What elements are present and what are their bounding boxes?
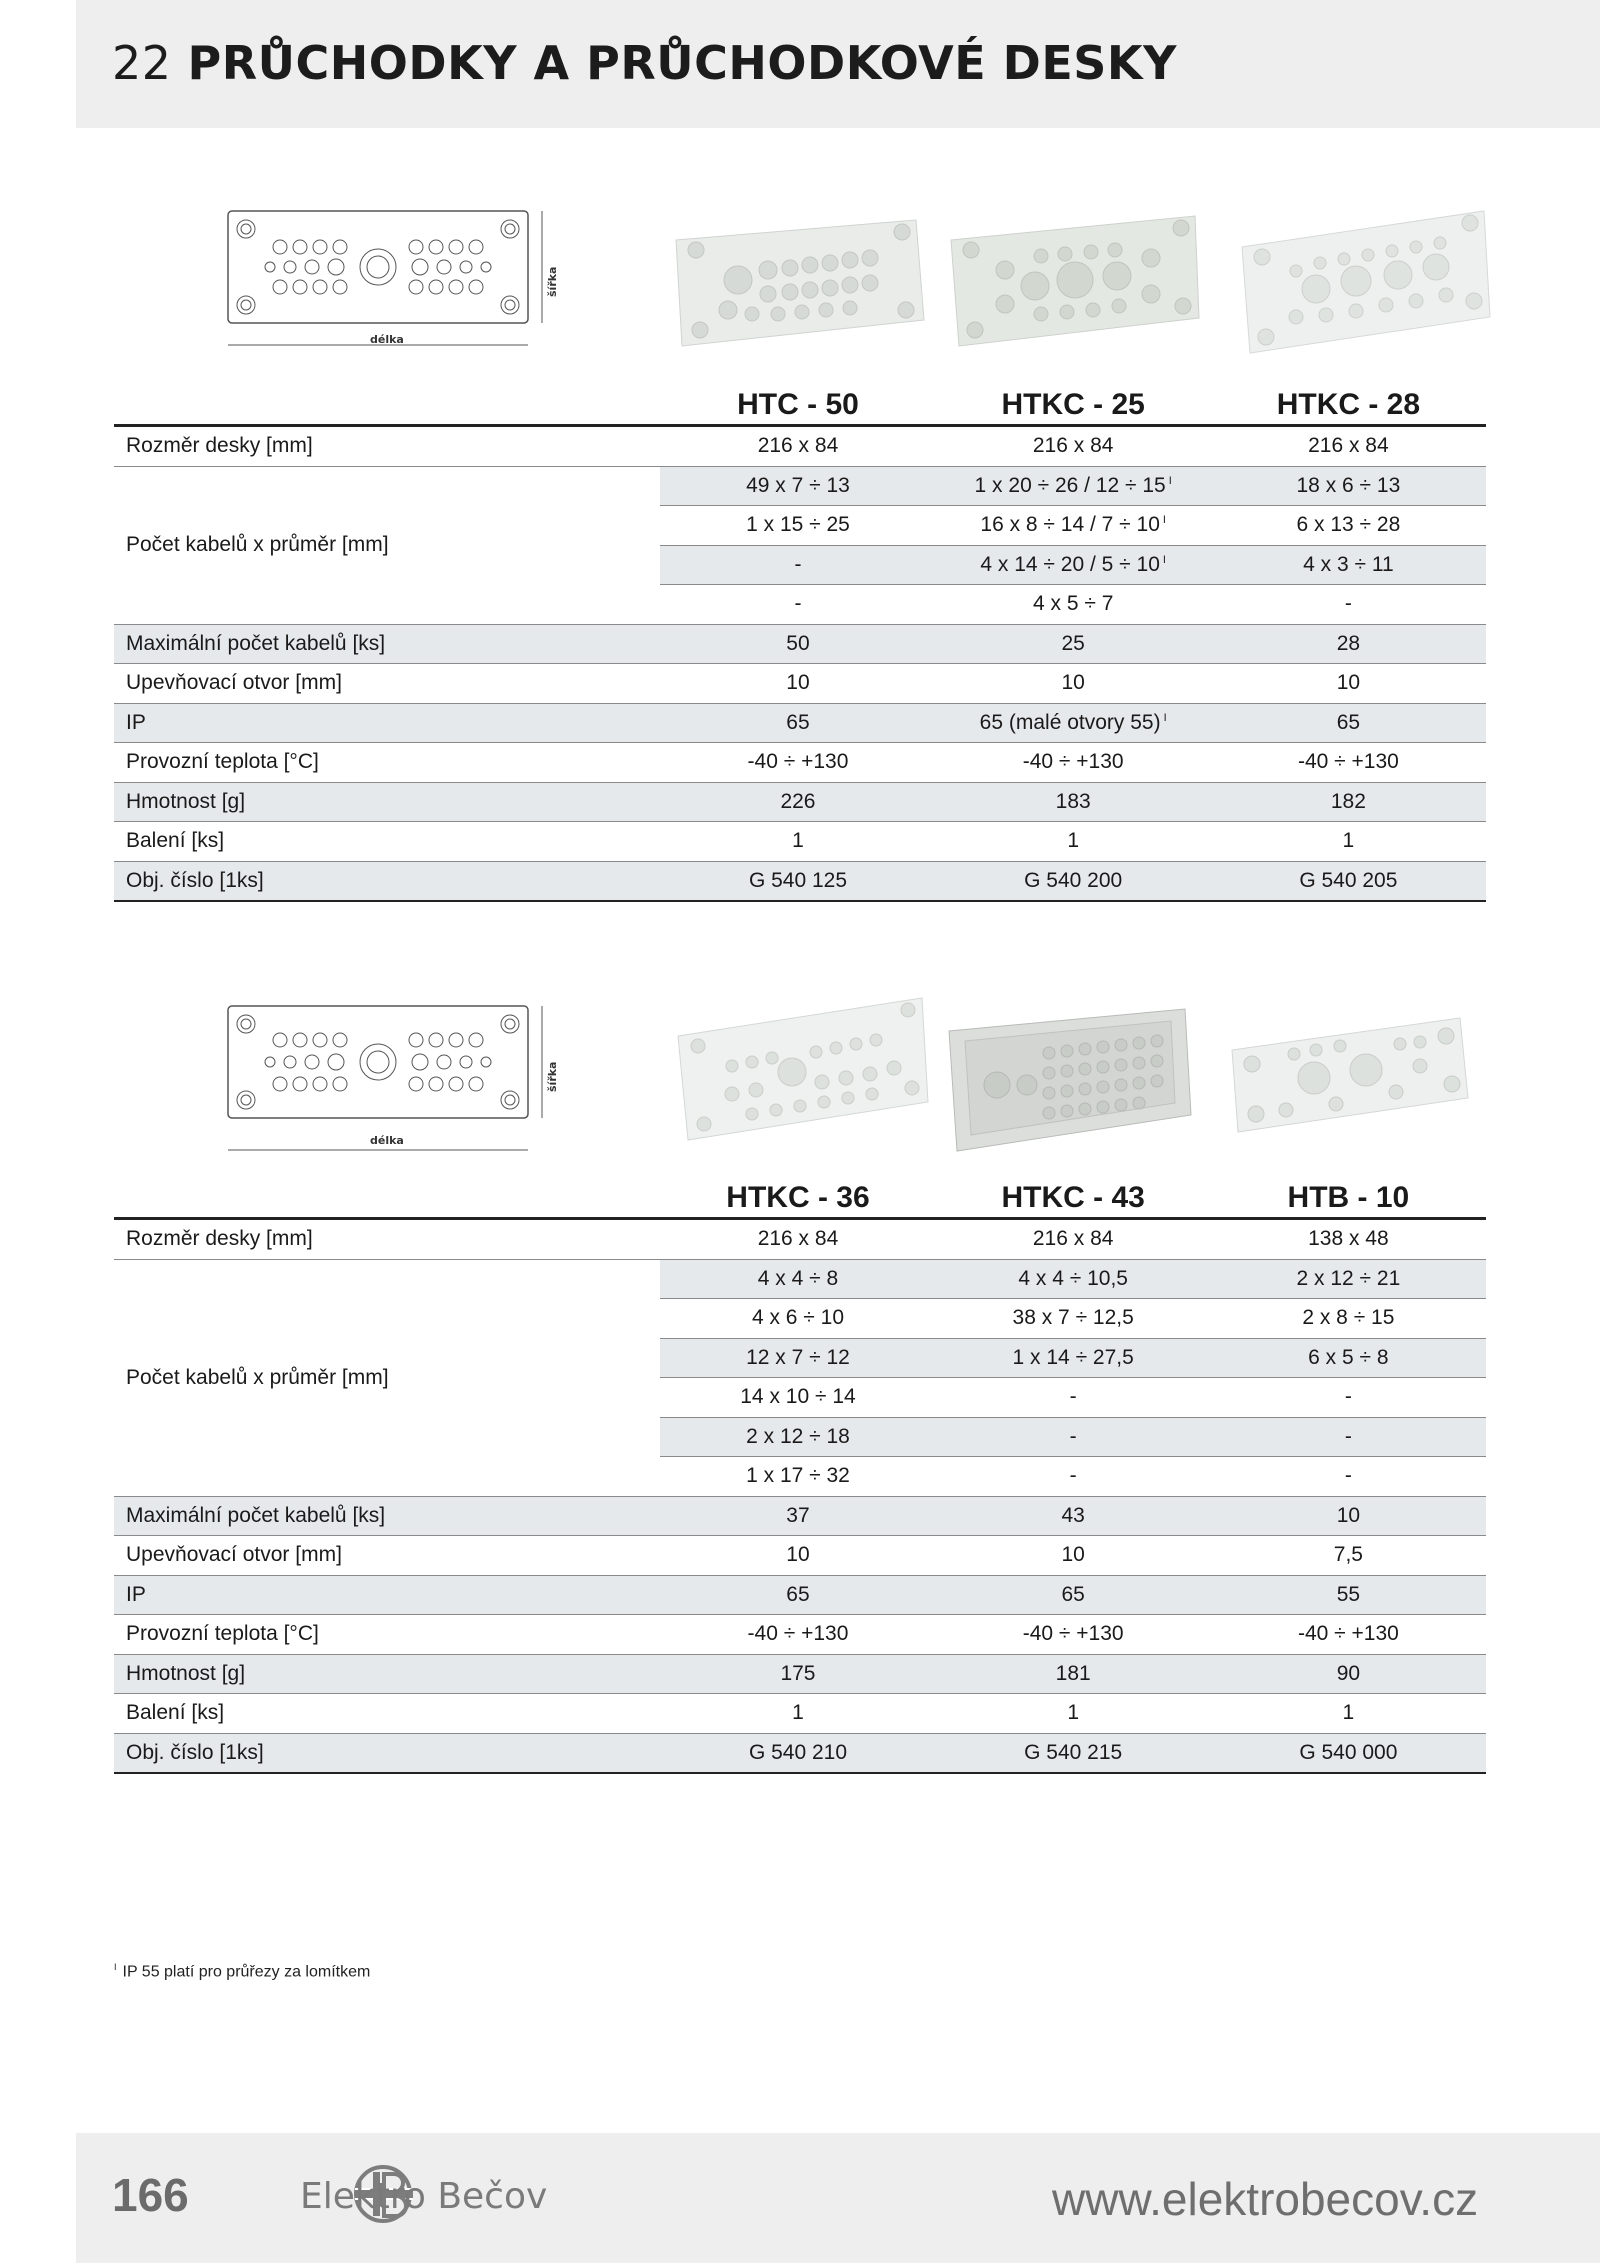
table-cell (936, 703, 1211, 743)
page-number: 166 (112, 2169, 189, 2221)
table-cell: 1 (936, 822, 1211, 862)
table-cell: 10 (660, 1536, 935, 1576)
table-cell: 4 x 5 ÷ 7 (936, 585, 1211, 625)
row-label: Provozní teplota [°C] (114, 1615, 660, 1655)
table-cell: - (936, 1417, 1211, 1457)
table-cell: 1 (1211, 1694, 1486, 1734)
technical-drawing-2 (220, 1000, 560, 1160)
table-cell: 12 x 7 ÷ 12 (660, 1338, 935, 1378)
table-cell: G 540 200 (936, 861, 1211, 901)
table-cell: - (936, 1457, 1211, 1497)
spec-table-2 (114, 1171, 1486, 1774)
table-cell: 1 (936, 1694, 1211, 1734)
product-name: HTC - 50 (660, 378, 935, 426)
row-label: Maximální počet kabelů [ks] (114, 624, 660, 664)
table-cell: 1 x 17 ÷ 32 (660, 1457, 935, 1497)
table-cell: -40 ÷ +130 (936, 1615, 1211, 1655)
table-cell: 6 x 5 ÷ 8 (1211, 1338, 1486, 1378)
table-cell: 28 (1211, 624, 1486, 664)
length-label: délka (370, 1134, 404, 1147)
table-cell: 10 (660, 664, 935, 704)
table-cell: 216 x 84 (936, 426, 1211, 467)
table-cell: - (1211, 1378, 1486, 1418)
table-cell: 181 (936, 1654, 1211, 1694)
table-cell: 138 x 48 (1211, 1219, 1486, 1260)
table-cell: 38 x 7 ÷ 12,5 (936, 1299, 1211, 1339)
table-cell: 7,5 (1211, 1536, 1486, 1576)
website-link[interactable]: www.elektrobecov.cz (1052, 2173, 1479, 2225)
footnote-marker: I (1168, 474, 1172, 487)
chapter-number: 22 (112, 36, 172, 90)
page-title (112, 36, 1177, 90)
product-name: HTB - 10 (1211, 1171, 1486, 1219)
table-cell: - (660, 585, 935, 625)
table-cell (936, 506, 1211, 546)
chapter-title: PRŮCHODKY A PRŮCHODKOVÉ DESKY (187, 36, 1177, 90)
table-cell: 216 x 84 (936, 1219, 1211, 1260)
table-cell: - (660, 545, 935, 585)
row-label: Obj. číslo [1ks] (114, 1733, 660, 1773)
table-cell: 182 (1211, 782, 1486, 822)
product-photo-htc-50 (668, 210, 928, 360)
width-label: šířka (546, 1061, 559, 1092)
row-label: Upevňovací otvor [mm] (114, 1536, 660, 1576)
row-label: Počet kabelů x průměr [mm] (114, 1259, 660, 1496)
row-label: Upevňovací otvor [mm] (114, 664, 660, 704)
table-cell: 14 x 10 ÷ 14 (660, 1378, 935, 1418)
table-cell: 226 (660, 782, 935, 822)
table-cell: -40 ÷ +130 (1211, 1615, 1486, 1655)
technical-drawing-1 (220, 205, 560, 365)
product-photo-htkc-25 (945, 210, 1205, 360)
footnote-marker: I (114, 1962, 117, 1972)
table-cell: 65 (1211, 703, 1486, 743)
table-cell: 65 (936, 1575, 1211, 1615)
table-cell: 37 (660, 1496, 935, 1536)
table-cell: 216 x 84 (1211, 426, 1486, 467)
table-cell: 2 x 12 ÷ 18 (660, 1417, 935, 1457)
table-cell: 90 (1211, 1654, 1486, 1694)
table-cell: 1 (660, 822, 935, 862)
table-cell: 1 (660, 1694, 935, 1734)
table-cell: 1 x 15 ÷ 25 (660, 506, 935, 546)
table-cell: 2 x 12 ÷ 21 (1211, 1259, 1486, 1299)
product-photo-htb-10 (1224, 1014, 1484, 1144)
table-cell: 6 x 13 ÷ 28 (1211, 506, 1486, 546)
product-name: HTKC - 36 (660, 1171, 935, 1219)
table-cell (936, 466, 1211, 506)
cell-value: 4 x 14 ÷ 20 / 5 ÷ 10 (980, 552, 1160, 576)
table-cell: 10 (1211, 1496, 1486, 1536)
product-name: HTKC - 25 (936, 378, 1211, 426)
width-label: šířka (546, 266, 559, 297)
footnote-marker: I (1162, 514, 1166, 527)
footnote-text: IP 55 platí pro průřezy za lomítkem (122, 1963, 371, 1981)
row-label: Počet kabelů x průměr [mm] (114, 466, 660, 624)
table-cell: 183 (936, 782, 1211, 822)
table-cell: 4 x 3 ÷ 11 (1211, 545, 1486, 585)
table-cell: -40 ÷ +130 (936, 743, 1211, 783)
table-header-blank (114, 1171, 660, 1219)
table-cell: -40 ÷ +130 (1211, 743, 1486, 783)
table-cell: 50 (660, 624, 935, 664)
table-cell: 4 x 6 ÷ 10 (660, 1299, 935, 1339)
table-cell: - (1211, 1417, 1486, 1457)
footnote-marker: I (1163, 711, 1167, 724)
table-cell: G 540 000 (1211, 1733, 1486, 1773)
table-cell: 4 x 4 ÷ 8 (660, 1259, 935, 1299)
table-cell: 65 (660, 703, 935, 743)
table-cell: 49 x 7 ÷ 13 (660, 466, 935, 506)
table-cell: - (1211, 1457, 1486, 1497)
cell-value: 16 x 8 ÷ 14 / 7 ÷ 10 (980, 513, 1160, 537)
table-cell: G 540 210 (660, 1733, 935, 1773)
table-cell: G 540 125 (660, 861, 935, 901)
row-label: IP (114, 703, 660, 743)
brand-name: Elektro Bečov (300, 2176, 548, 2217)
table-cell: G 540 205 (1211, 861, 1486, 901)
table-cell: 1 x 14 ÷ 27,5 (936, 1338, 1211, 1378)
row-label: Maximální počet kabelů [ks] (114, 1496, 660, 1536)
table-cell: 43 (936, 1496, 1211, 1536)
product-photo-htkc-36 (672, 990, 932, 1150)
product-name: HTKC - 28 (1211, 378, 1486, 426)
spec-table-1 (114, 378, 1486, 902)
table-cell: 10 (936, 1536, 1211, 1576)
table-cell: -40 ÷ +130 (660, 1615, 935, 1655)
table-cell: 216 x 84 (660, 426, 935, 467)
row-label: Obj. číslo [1ks] (114, 861, 660, 901)
table-cell: 18 x 6 ÷ 13 (1211, 466, 1486, 506)
row-label: Hmotnost [g] (114, 1654, 660, 1694)
product-name: HTKC - 43 (936, 1171, 1211, 1219)
cell-value: 1 x 20 ÷ 26 / 12 ÷ 15 (974, 473, 1166, 497)
table-cell: 4 x 4 ÷ 10,5 (936, 1259, 1211, 1299)
table-cell: 55 (1211, 1575, 1486, 1615)
row-label: Rozměr desky [mm] (114, 1219, 660, 1260)
table-cell: 2 x 8 ÷ 15 (1211, 1299, 1486, 1339)
row-label: Rozměr desky [mm] (114, 426, 660, 467)
product-photo-htkc-43 (945, 1005, 1205, 1155)
row-label: Hmotnost [g] (114, 782, 660, 822)
table-cell (936, 545, 1211, 585)
footnote (114, 1962, 370, 1981)
cell-value: 65 (malé otvory 55) (979, 710, 1161, 734)
table-cell: - (936, 1378, 1211, 1418)
table-header-blank (114, 378, 660, 426)
product-photo-htkc-28 (1236, 205, 1496, 365)
table-cell: -40 ÷ +130 (660, 743, 935, 783)
table-cell: 1 (1211, 822, 1486, 862)
table-cell: 25 (936, 624, 1211, 664)
row-label: Provozní teplota [°C] (114, 743, 660, 783)
row-label: Balení [ks] (114, 822, 660, 862)
row-label: Balení [ks] (114, 1694, 660, 1734)
table-cell: 175 (660, 1654, 935, 1694)
table-cell: G 540 215 (936, 1733, 1211, 1773)
row-label: IP (114, 1575, 660, 1615)
length-label: délka (370, 333, 404, 346)
table-cell: 216 x 84 (660, 1219, 935, 1260)
table-cell: 10 (1211, 664, 1486, 704)
table-cell: - (1211, 585, 1486, 625)
footnote-marker: I (1162, 553, 1166, 566)
table-cell: 65 (660, 1575, 935, 1615)
table-cell: 10 (936, 664, 1211, 704)
